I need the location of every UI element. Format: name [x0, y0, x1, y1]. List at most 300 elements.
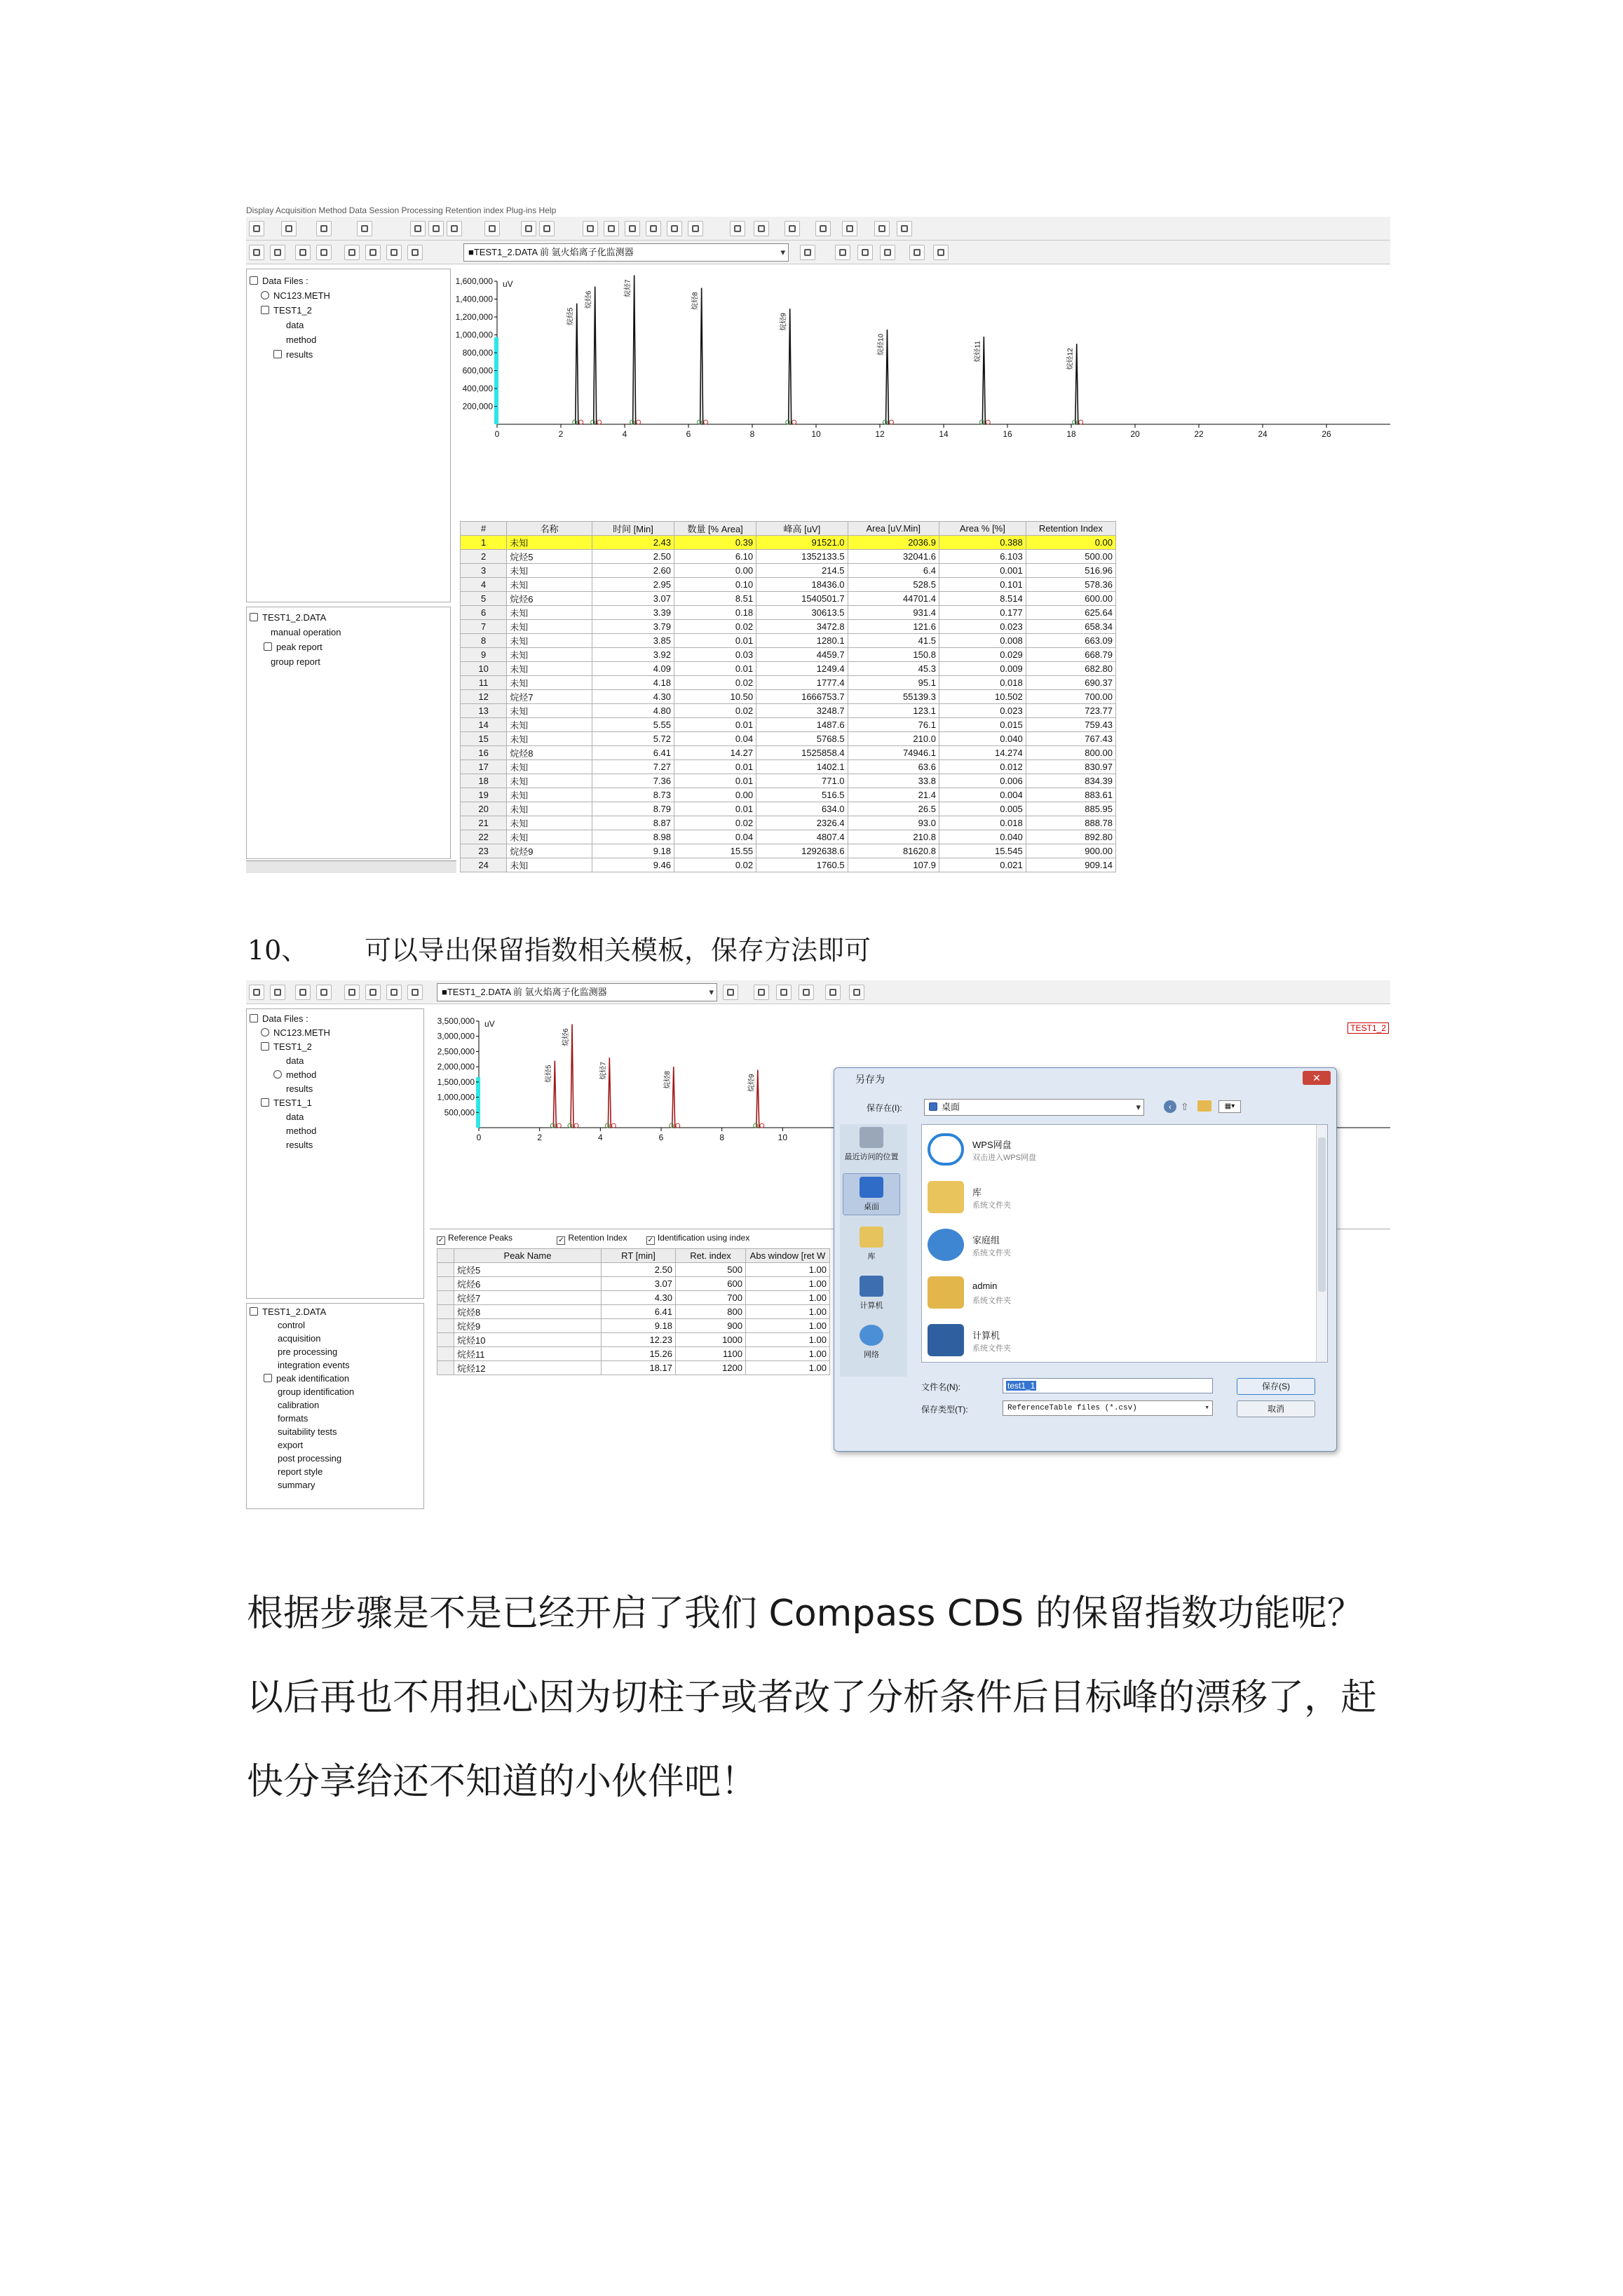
- data-tree-2: [246, 607, 451, 859]
- closing-line-1: 根据步骤是不是已经开启了我们 Compass CDS 的保留指数功能呢？: [247, 1593, 1364, 1635]
- column-header[interactable]: 名称: [507, 522, 592, 536]
- row-number: 9: [461, 648, 507, 662]
- undo-icon[interactable]: [897, 221, 912, 236]
- table-cell: 烷烃9: [454, 1319, 602, 1333]
- view2-icon[interactable]: [849, 985, 864, 1000]
- sequence-icon[interactable]: [357, 221, 372, 236]
- table-cell: 2.50: [592, 550, 674, 564]
- place-network[interactable]: 网络: [843, 1325, 900, 1360]
- peak-label: 烷烃5: [566, 307, 575, 326]
- column-header[interactable]: 数量 [% Area]: [674, 522, 756, 536]
- tree-item[interactable]: method: [250, 1068, 421, 1082]
- tree-item[interactable]: group report: [271, 656, 320, 667]
- identification-index-checkbox[interactable]: ✓ Identification using index: [647, 1233, 750, 1244]
- table-row[interactable]: [461, 620, 1116, 634]
- column-header[interactable]: #: [461, 522, 507, 536]
- table-cell: 771.0: [756, 774, 848, 788]
- y-tick-label: 200,000: [462, 401, 493, 412]
- results-table-wrap: [460, 521, 1390, 873]
- x-tick-label: 4: [597, 1133, 603, 1142]
- folder-icon: [250, 276, 258, 285]
- table-row[interactable]: [461, 592, 1116, 606]
- tree-item[interactable]: TEST1_1: [250, 1096, 421, 1110]
- table-cell: 74946.1: [848, 746, 939, 760]
- preview-icon[interactable]: [295, 985, 311, 1000]
- list-icon[interactable]: [386, 985, 402, 1000]
- table-row[interactable]: [461, 690, 1116, 704]
- x-tick-label: 6: [686, 429, 691, 439]
- table-cell: 7.27: [592, 760, 674, 774]
- place-recent[interactable]: 最近访问的位置: [843, 1127, 900, 1162]
- tree-item[interactable]: formats: [278, 1413, 308, 1424]
- cancel-button[interactable]: 取消: [1237, 1400, 1315, 1417]
- table-cell: 烷烃9: [507, 844, 592, 858]
- integrate-icon[interactable]: [835, 245, 850, 260]
- row-number: 10: [461, 662, 507, 676]
- tree-item[interactable]: export: [278, 1440, 304, 1450]
- tree-item[interactable]: summary: [278, 1480, 315, 1490]
- y-tick-label: 2,000,000: [437, 1062, 475, 1072]
- tree-item[interactable]: manual operation: [271, 627, 341, 637]
- file-item[interactable]: 家庭组 系统文件夹: [928, 1223, 1278, 1269]
- peak-label: 烷烃12: [1066, 348, 1075, 370]
- plot-area: [497, 281, 1390, 424]
- tree-item[interactable]: peak identification: [250, 1372, 421, 1385]
- table-cell: 150.8: [848, 648, 939, 662]
- table-cell: 10.50: [674, 690, 756, 704]
- zoom-out-icon[interactable]: [785, 221, 800, 236]
- table-cell: 0.02: [674, 816, 756, 830]
- table-row[interactable]: [461, 858, 1116, 872]
- table-cell: 759.43: [1026, 718, 1115, 732]
- table-cell: 2.50: [602, 1263, 676, 1277]
- chromatogram-1: [456, 269, 1390, 444]
- table-row[interactable]: [461, 578, 1116, 592]
- table-cell: 0.015: [939, 718, 1026, 732]
- reference-peaks-checkbox[interactable]: ✓ Reference Peaks: [437, 1233, 513, 1244]
- zoom-in-icon[interactable]: [754, 221, 769, 236]
- tools-icon[interactable]: [857, 245, 873, 260]
- table-cell: 18436.0: [756, 578, 848, 592]
- settings-icon[interactable]: [539, 221, 555, 236]
- table-cell: 658.34: [1026, 620, 1115, 634]
- table-row[interactable]: [461, 830, 1116, 844]
- table-cell: 未知: [507, 578, 592, 592]
- table-cell: 0.009: [939, 662, 1026, 676]
- table-cell: 834.39: [1026, 774, 1115, 788]
- tree-item[interactable]: suitability tests: [278, 1426, 337, 1437]
- place-desktop[interactable]: 桌面: [843, 1173, 900, 1215]
- columns-icon[interactable]: [407, 985, 423, 1000]
- table-cell: 烷烃5: [507, 550, 592, 564]
- table-cell: 1292638.6: [756, 844, 848, 858]
- peak-label: 烷烃6: [585, 290, 593, 309]
- print-preview-icon[interactable]: [410, 221, 426, 236]
- table-cell: 0.01: [674, 718, 756, 732]
- method-icon[interactable]: [316, 221, 332, 236]
- x-tick-label: 24: [1258, 429, 1268, 439]
- view-icon[interactable]: [825, 985, 841, 1000]
- table-row[interactable]: [461, 774, 1116, 788]
- row-number: 8: [461, 634, 507, 648]
- table-cell: 8.98: [592, 830, 674, 844]
- table-cell: 未知: [507, 648, 592, 662]
- table-cell: 107.9: [848, 858, 939, 872]
- row-number: 23: [461, 844, 507, 858]
- table-cell: 3.79: [592, 620, 674, 634]
- table-cell: 6.103: [939, 550, 1026, 564]
- table-cell: 900.00: [1026, 844, 1115, 858]
- tree-item[interactable]: control: [278, 1320, 306, 1330]
- table-cell: 931.4: [848, 606, 939, 620]
- list-icon[interactable]: [386, 245, 402, 260]
- table-cell: 0.04: [674, 732, 756, 746]
- filetype-select[interactable]: ReferenceTable files (*.csv) ▾: [1003, 1400, 1213, 1416]
- table-cell: 516.96: [1026, 564, 1115, 578]
- x-tick-label: 0: [476, 1133, 482, 1142]
- table-cell: 1.00: [746, 1319, 830, 1333]
- table-cell: 1760.5: [756, 858, 848, 872]
- table-cell: 909.14: [1026, 858, 1115, 872]
- report-icon[interactable]: [270, 245, 285, 260]
- table-cell: 600: [676, 1277, 746, 1291]
- desktop-icon: [860, 1177, 883, 1198]
- peak-label: 烷烃6: [562, 1028, 571, 1046]
- dialog-title: 另存为: [855, 1074, 885, 1085]
- step-10-text: 可以导出保留指数相关模板，保存方法即可: [365, 935, 871, 966]
- menu-bar: [246, 207, 1390, 217]
- library-folder-icon: [928, 1181, 964, 1213]
- table-row[interactable]: [461, 704, 1116, 718]
- row-number: 17: [461, 760, 507, 774]
- data-files-tree: [246, 1008, 424, 1299]
- table-cell: 0.040: [939, 732, 1026, 746]
- column-header[interactable]: Area [uV.Min]: [848, 522, 939, 536]
- tree-item[interactable]: data: [286, 1055, 304, 1066]
- table-row[interactable]: [461, 564, 1116, 578]
- table-cell: 0.02: [674, 676, 756, 690]
- open-icon[interactable]: [249, 221, 264, 236]
- table-cell: 210.8: [848, 830, 939, 844]
- column-header[interactable]: RT [min]: [602, 1249, 676, 1263]
- columns-icon[interactable]: [407, 245, 423, 260]
- x-tick-label: 4: [622, 429, 627, 439]
- column-header[interactable]: 峰高 [uV]: [756, 522, 848, 536]
- table-cell: 214.5: [756, 564, 848, 578]
- table-cell: 500: [676, 1263, 746, 1277]
- table-cell: 烷烃7: [507, 690, 592, 704]
- save-icon[interactable]: [281, 221, 297, 236]
- tree-item[interactable]: data: [286, 1112, 304, 1122]
- column-header[interactable]: Peak Name: [454, 1249, 602, 1263]
- table-cell: 0.01: [674, 760, 756, 774]
- computer-icon: [928, 1324, 964, 1356]
- table-row[interactable]: [461, 732, 1116, 746]
- table-row[interactable]: [461, 816, 1116, 830]
- table-cell: 4.09: [592, 662, 674, 676]
- peak-start-icon[interactable]: [583, 221, 598, 236]
- edit-icon[interactable]: [484, 221, 500, 236]
- table-row[interactable]: [461, 648, 1116, 662]
- table-cell: 3.07: [602, 1277, 676, 1291]
- table-row[interactable]: [461, 536, 1116, 550]
- grid-icon[interactable]: [365, 245, 381, 260]
- table-cell: 32041.6: [848, 550, 939, 564]
- table-icon[interactable]: [344, 985, 360, 1000]
- table-cell: 1525858.4: [756, 746, 848, 760]
- legend-label: TEST1_2: [1347, 1022, 1389, 1034]
- signal-marker: [494, 337, 498, 424]
- column-header[interactable]: Retention Index: [1026, 522, 1115, 536]
- tree-item[interactable]: pre processing: [278, 1346, 338, 1357]
- table-cell: 2.95: [592, 578, 674, 592]
- table-cell: 1.00: [746, 1305, 830, 1319]
- table-cell: 未知: [507, 774, 592, 788]
- table-row[interactable]: [461, 760, 1116, 774]
- column-header[interactable]: Ret. index: [676, 1249, 746, 1263]
- table-cell: 5.72: [592, 732, 674, 746]
- table-cell: 888.78: [1026, 816, 1115, 830]
- clear-icon[interactable]: [874, 221, 890, 236]
- x-tick-label: 0: [494, 429, 500, 439]
- file-item[interactable]: 库 系统文件夹: [928, 1175, 1278, 1222]
- calibrate-icon[interactable]: [880, 245, 895, 260]
- tree-item[interactable]: method: [286, 1126, 317, 1136]
- table-cell: 烷烃7: [454, 1291, 602, 1305]
- retention-index-checkbox[interactable]: ✓ Retention Index: [558, 1233, 627, 1244]
- signal-marker: [476, 1077, 480, 1128]
- tree-item[interactable]: results: [250, 347, 447, 362]
- split-icon[interactable]: [646, 221, 661, 236]
- cursor-icon[interactable]: [730, 221, 745, 236]
- calibrate-icon[interactable]: [799, 985, 814, 1000]
- table-cell: 1540501.7: [756, 592, 848, 606]
- table-cell: 0.04: [674, 830, 756, 844]
- file-item[interactable]: 计算机 系统文件夹: [928, 1318, 1278, 1365]
- method-tree: [246, 1303, 424, 1509]
- column-header[interactable]: Abs window [ret W: [746, 1249, 830, 1263]
- y-tick-label: 500,000: [444, 1107, 475, 1118]
- table-row[interactable]: [461, 844, 1116, 858]
- table-cell: 2.43: [592, 536, 674, 550]
- table-cell: 0.021: [939, 858, 1026, 872]
- x-tick-label: 20: [1130, 429, 1140, 439]
- table-cell: 未知: [507, 858, 592, 872]
- table-icon[interactable]: [344, 245, 360, 260]
- table-row[interactable]: [461, 746, 1116, 760]
- x-tick-label: 22: [1194, 429, 1204, 439]
- annotate-icon[interactable]: [316, 985, 332, 1000]
- tree-item[interactable]: TEST1_2: [250, 1040, 421, 1054]
- peak-end-icon[interactable]: [604, 221, 619, 236]
- tree-item[interactable]: group identification: [278, 1386, 355, 1397]
- threshold-icon[interactable]: [688, 221, 703, 236]
- tools-icon[interactable]: [776, 985, 792, 1000]
- library-icon: [860, 1227, 883, 1248]
- tree-item[interactable]: method: [286, 335, 317, 345]
- view-icon[interactable]: [909, 245, 925, 260]
- properties-icon[interactable]: [800, 245, 815, 260]
- table-cell: 4.18: [592, 676, 674, 690]
- toolbar-row: [246, 980, 1390, 1004]
- tree-item[interactable]: calibration: [278, 1400, 320, 1410]
- y-tick-label: 600,000: [462, 365, 493, 376]
- save-button[interactable]: 保存(S): [1237, 1378, 1315, 1395]
- annotate-icon[interactable]: [316, 245, 332, 260]
- table-cell: 0.023: [939, 620, 1026, 634]
- table-cell: 0.005: [939, 802, 1026, 816]
- y-tick-label: 1,200,000: [455, 312, 493, 322]
- preview-icon[interactable]: [295, 245, 311, 260]
- table-cell: 1777.4: [756, 676, 848, 690]
- table-cell: 1280.1: [756, 634, 848, 648]
- row-number: 24: [461, 858, 507, 872]
- column-header[interactable]: 时间 [Min]: [592, 522, 674, 536]
- y-tick-label: 800,000: [462, 348, 493, 358]
- tree-item[interactable]: NC123.METH: [250, 1026, 421, 1040]
- table-cell: 未知: [507, 662, 592, 676]
- new-folder-icon[interactable]: [1197, 1100, 1211, 1112]
- wps-cloud-icon: [928, 1133, 964, 1166]
- table-cell: 6.41: [592, 746, 674, 760]
- table-cell: 1352133.5: [756, 550, 848, 564]
- tree-item[interactable]: TEST1_2: [250, 303, 447, 318]
- view-menu-icon[interactable]: ▦▾: [1218, 1100, 1241, 1113]
- table-cell: 830.97: [1026, 760, 1115, 774]
- results-table: [460, 521, 1116, 872]
- integrate-icon[interactable]: [754, 985, 769, 1000]
- data-file-combo[interactable]: ■TEST1_2.DATA 前 氩火焰离子化监测器 ▾: [463, 243, 789, 262]
- peak-label: 烷烃9: [780, 313, 788, 331]
- table-cell: 1.00: [746, 1263, 830, 1277]
- place-library[interactable]: 库: [843, 1227, 900, 1262]
- menu-bar-text[interactable]: Display Acquisition Method Data Session Processing Retention index Plug-ins Help: [246, 205, 557, 215]
- row-number: 22: [461, 830, 507, 844]
- acquire-icon[interactable]: [521, 221, 536, 236]
- overlay-icon[interactable]: [842, 221, 857, 236]
- table-cell: 0.18: [674, 606, 756, 620]
- baseline-icon[interactable]: [625, 221, 640, 236]
- tree-item[interactable]: results: [286, 1140, 313, 1150]
- up-folder-icon[interactable]: ⇧: [1181, 1101, 1189, 1112]
- tree-item[interactable]: results: [286, 1083, 313, 1094]
- view2-icon[interactable]: [933, 245, 949, 260]
- table-row[interactable]: [461, 788, 1116, 802]
- table-cell: 14.274: [939, 746, 1026, 760]
- table-cell: 516.5: [756, 788, 848, 802]
- grid-icon[interactable]: [365, 985, 381, 1000]
- table-cell: 0.040: [939, 830, 1026, 844]
- filename-label: 文件名(N):: [921, 1382, 960, 1392]
- tree-item[interactable]: peak report: [250, 640, 447, 654]
- table-cell: 14.27: [674, 746, 756, 760]
- table-cell: 682.80: [1026, 662, 1115, 676]
- y-axis-label: uV: [484, 1019, 495, 1029]
- column-header[interactable]: Area % [%]: [939, 522, 1026, 536]
- table-cell: 0.018: [939, 816, 1026, 830]
- table-cell: 8.73: [592, 788, 674, 802]
- x-tick-label: 10: [777, 1133, 788, 1142]
- x-tick-label: 10: [811, 429, 821, 439]
- back-icon[interactable]: ‹: [1164, 1100, 1176, 1113]
- table-cell: 0.004: [939, 788, 1026, 802]
- data-files-tree: [246, 269, 451, 602]
- table-cell: 63.6: [848, 760, 939, 774]
- table-cell: 93.0: [848, 816, 939, 830]
- table-cell: 3.85: [592, 634, 674, 648]
- data-file-icon: [250, 1307, 258, 1316]
- table-row[interactable]: [461, 606, 1116, 620]
- close-icon[interactable]: ✕: [1303, 1071, 1331, 1085]
- table-cell: 2326.4: [756, 816, 848, 830]
- data-file-combo[interactable]: ■TEST1_2.DATA 前 氩火焰离子化监测器 ▾: [437, 983, 717, 1001]
- table-row[interactable]: [461, 662, 1116, 676]
- table-cell: 未知: [507, 676, 592, 690]
- table-row[interactable]: [461, 634, 1116, 648]
- table-cell: 1200: [676, 1361, 746, 1375]
- tree-item[interactable]: report style: [278, 1466, 323, 1477]
- save-in-select[interactable]: 桌面 ▾: [924, 1099, 1144, 1116]
- table-cell: 700.00: [1026, 690, 1115, 704]
- table-cell: 885.95: [1026, 802, 1115, 816]
- method-file-icon: [261, 1028, 269, 1036]
- width-icon[interactable]: [667, 221, 682, 236]
- y-tick-label: 3,000,000: [437, 1031, 475, 1041]
- save-in-label: 保存在(I):: [867, 1103, 902, 1113]
- table-cell: 8.87: [592, 816, 674, 830]
- properties-icon[interactable]: [723, 985, 738, 1000]
- table-cell: 烷烃11: [454, 1347, 602, 1361]
- table-cell: 未知: [507, 536, 592, 550]
- tree-item[interactable]: data: [286, 320, 304, 330]
- table-cell: 1249.4: [756, 662, 848, 676]
- table-cell: 未知: [507, 704, 592, 718]
- recent-places-icon: [860, 1127, 883, 1148]
- file-item[interactable]: admin 系统文件夹: [928, 1271, 1278, 1317]
- print-icon[interactable]: [428, 221, 444, 236]
- method-file-icon: [261, 291, 269, 299]
- table-row[interactable]: [461, 718, 1116, 732]
- table-cell: 1.00: [746, 1277, 830, 1291]
- table-cell: 123.1: [848, 704, 939, 718]
- tree-item[interactable]: acquisition: [278, 1333, 321, 1344]
- table-row[interactable]: [461, 676, 1116, 690]
- closing-line-2: 以后再也不用担心因为切柱子或者改了分析条件后目标峰的漂移了，赶: [247, 1677, 1378, 1719]
- file-list-scrollbar[interactable]: [1316, 1125, 1327, 1362]
- tree-item[interactable]: integration events: [278, 1360, 350, 1370]
- report-icon[interactable]: [270, 985, 285, 1000]
- row-number: 16: [461, 746, 507, 760]
- chromatogram-icon[interactable]: [249, 245, 264, 260]
- table-row[interactable]: [461, 802, 1116, 816]
- table-cell: 700: [676, 1291, 746, 1305]
- peak-label: 烷烃11: [974, 341, 982, 363]
- table-cell: 2036.9: [848, 536, 939, 550]
- zoom-icon[interactable]: [447, 221, 462, 236]
- tree-item[interactable]: post processing: [278, 1453, 342, 1464]
- table-cell: 未知: [507, 830, 592, 844]
- place-computer[interactable]: 计算机: [843, 1276, 900, 1311]
- table-cell: 634.0: [756, 802, 848, 816]
- tree-item[interactable]: NC123.METH: [250, 288, 447, 303]
- table-cell: 8.51: [674, 592, 756, 606]
- table-cell: 1487.6: [756, 718, 848, 732]
- file-item[interactable]: WPS网盘 双击进入WPS网盘: [928, 1128, 1278, 1174]
- table-row[interactable]: [461, 550, 1116, 564]
- filename-input[interactable]: test1_1: [1003, 1378, 1213, 1393]
- autoscale-icon[interactable]: [815, 221, 831, 236]
- chromatogram-icon[interactable]: [249, 985, 264, 1000]
